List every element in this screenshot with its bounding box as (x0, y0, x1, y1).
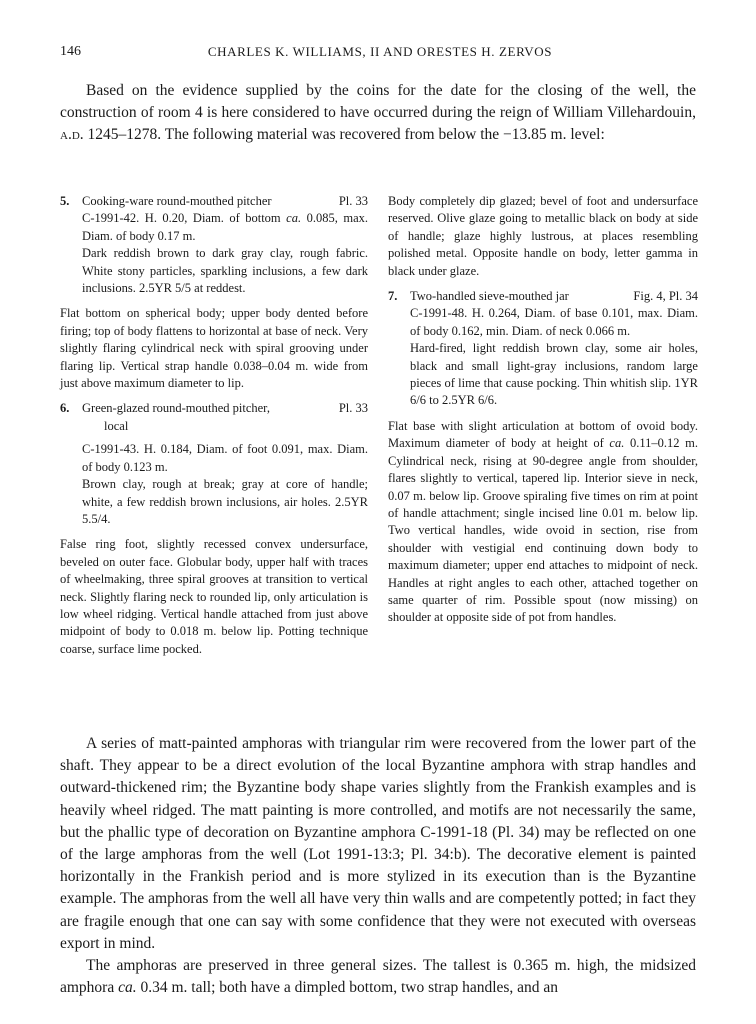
catalogue-entry-6-heading: 6. Green-glazed round-mouthed pitcher, Pl. 33 (60, 400, 368, 417)
catalogue-entry-7-fabric: Hard-fired, light reddish brown clay, some air holes, black and small light-gray inclusions, random large pieces of lime that cause pocking. Thin whitish slip. 1YR 6/6 to 2.5YR 6/6. (410, 341, 698, 408)
catalogue-entry-5-dimensions: C-1991-42. H. 0.20, Diam. of bottom ca. 0.085, max. Diam. of body 0.17 m. (82, 211, 368, 243)
figure-plate-reference: Fig. 4, Pl. 34 (633, 289, 698, 304)
page-number: 146 (60, 44, 81, 59)
catalogue-entry-5-fabric: Dark reddish brown to dark gray clay, rough fabric. White stony particles, sparkling inclusions, a few dark inclusions. 2.5YR 5/5 at reddest. (82, 246, 368, 296)
catalogue-entry-6-glaze: Body completely dip glazed; bevel of foot and undersurface reserved. Olive glaze going to metallic black on body at side of handle; glaze highly lustrous, at places resembling polished metal. Opposite handle on body, letter gamma in black under glaze. (388, 194, 698, 278)
intro-paragraph: Based on the evidence supplied by the coins for the date for the closing of the well, the construction of room 4 is here considered to have occurred during the reign of William Villehardouin, a.d. 1245–1278. The following material was recovered from below the −13.85 m. level: (60, 82, 696, 144)
running-head: CHARLES K. WILLIAMS, II AND ORESTES H. ZERVOS (207, 44, 553, 59)
catalogue-entry-7-heading: 7. Two-handled sieve-mouthed jar Fig. 4, Pl. 34 (388, 288, 698, 305)
discussion-paragraph-2: The amphoras are preserved in three general sizes. The tallest is 0.365 m. high, the midsized amphora ca. 0.34 m. tall; both have a dimpled bottom, two strap handles, and an (60, 957, 696, 997)
era-abbrev: a.d. (60, 126, 84, 144)
catalogue-entry-6-dimensions: C-1991-43. H. 0.184, Diam. of foot 0.091, max. Diam. of body 0.123 m. (82, 442, 368, 474)
catalogue-right-column (388, 193, 698, 627)
catalogue-entry-5-description: Flat bottom on spherical body; upper body dented before firing; top of body flattens to horizontal at base of neck. Very slightly flaring cylindrical neck with spiral grooving under flaring lip. Vertical strap handle 0.038–0.04 m. wide from just above maximum diameter to lip. (60, 306, 368, 391)
catalogue-left-column (60, 193, 368, 658)
catalogue-entry-7-description: Flat base with slight articulation at bottom of ovoid body. Maximum diameter of body at height of ca. 0.11–0.12 m. Cylindrical neck, rising at 90-degree angle from shoulder, flares slightly to vertical, tapered lip. Interior sieve in neck, 0.07 m. below lip. Groove spiraling five times on rim at point of handle attachment; single incised line 0.01 m. below lip. Two vertical handles, wide ovoid in section, rise from shoulder with vestigial end continuing down body to maximum diameter; upper end attaches to midpoint of neck. Handles at right angles to each other, attached together on same quarter of rim. Possible spout (now missing) on shoulder at opposite side of pot from handles. (388, 418, 698, 625)
plate-reference: Pl. 33 (338, 401, 368, 416)
page-header (60, 44, 700, 64)
plate-reference: Pl. 33 (338, 194, 368, 208)
discussion-text (60, 733, 696, 999)
catalogue-entry-6-fabric: Brown clay, rough at break; gray at core of handle; white, a few reddish brown inclusions, air holes. 2.5YR 5.5/4. (82, 477, 368, 526)
discussion-paragraph-1: A series of matt-painted amphoras with triangular rim were recovered from the lower part of the shaft. They appear to be a direct evolution of the local Byzantine amphora with strap handles and outward-thickened rim; the Byzantine body shape varies slightly from the Frankish examples and is heavily wheel ridged. The matt painting is more controlled, and motifs are not necessarily the same, but the phallic type of decoration on Byzantine amphora C-1991-18 (Pl. 34) may be reflected on one of the large amphoras from the well (Lot 1991-13:3; Pl. 34:b). The decorative element is painted horizontally in the Frankish period and is more stylized in its execution than is the Byzantine example. The amphoras from the well all have very thin walls and are competently potted; in fact they are fragile enough that one can say with some confidence that they were not executed with overseas export in mind. (60, 735, 696, 952)
catalogue-entry-5-heading: 5. Cooking-ware round-mouthed pitcher Pl. 33 (60, 193, 368, 210)
catalogue-entry-6-subtitle: local (104, 418, 129, 433)
catalogue-entry-6-description: False ring foot, slightly recessed convex undersurface, beveled on outer face. Globular body, upper half with traces of wheelmaking, three spiral grooves at transition to vertical neck. Slightly flaring neck to rounded lip, only articulation is low wheel ridging. Vertical handle attached from just above midpoint of body to 0.018 m. below lip. Potting technique coarse, surface lime pocked. (60, 537, 368, 656)
catalogue-entry-7-dimensions: C-1991-48. H. 0.264, Diam. of base 0.101, max. Diam. of body 0.162, min. Diam. of neck 0.066 m. (410, 306, 698, 338)
